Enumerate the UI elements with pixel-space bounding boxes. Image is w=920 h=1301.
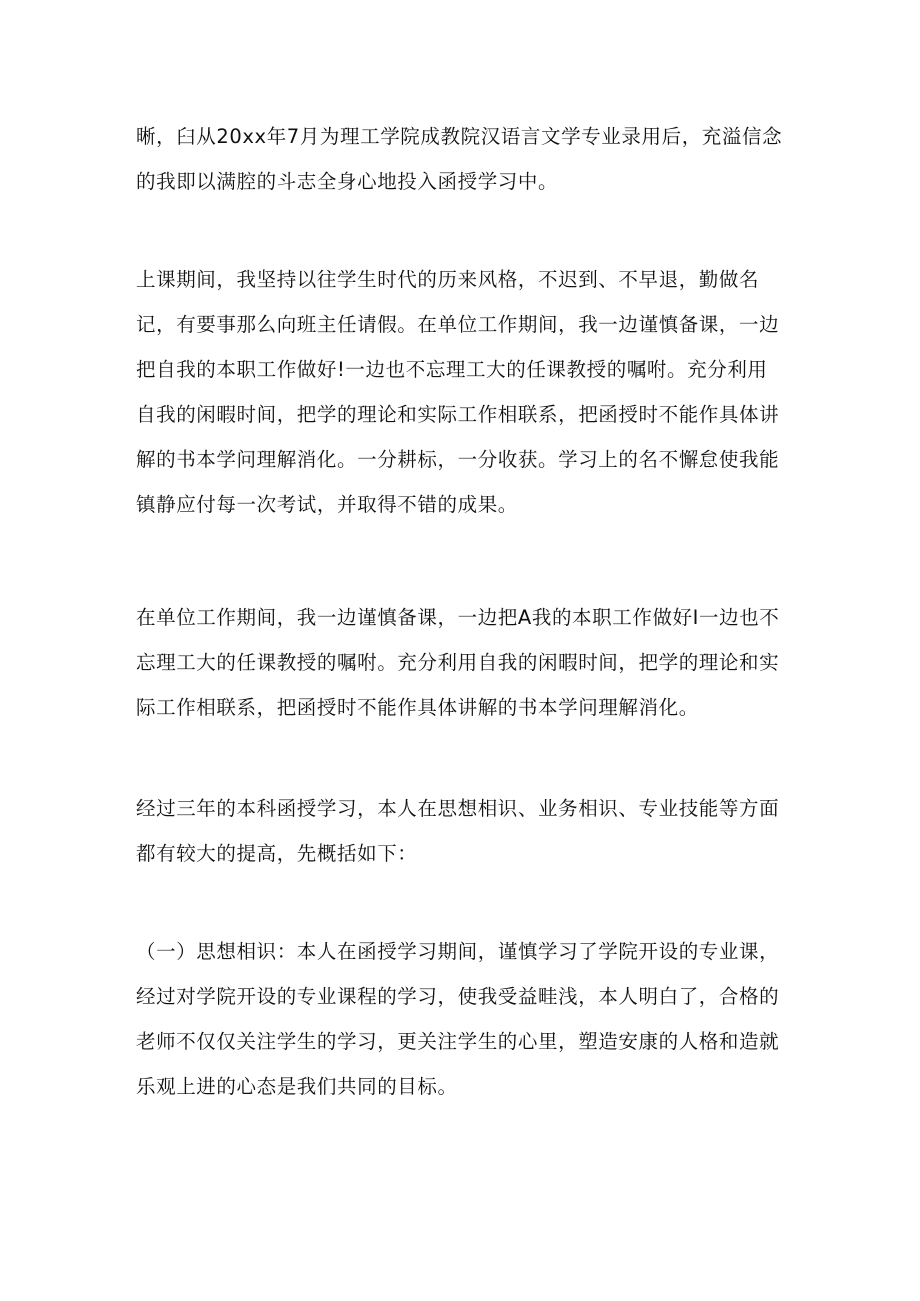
paragraph-line: 解的书本学问理解消化。一分耕标，一分收获。学习上的名不懈怠使我能 <box>136 448 780 471</box>
paragraph-1 <box>136 114 786 204</box>
paragraph-line: 上课期间，我坚持以往学生时代的历来风格，不迟到、不早退，勤做名 <box>136 268 760 291</box>
paragraph-4 <box>136 786 786 876</box>
paragraph-line: 经过三年的本科函授学习，本人在思想相识、业务相识、专业技能等方面 <box>136 797 780 820</box>
paragraph-line: 经过对学院开设的专业课程的学习，使我受益畦浅，本人明白了，合格的 <box>136 985 780 1008</box>
paragraph-3 <box>136 595 786 730</box>
paragraph-line: 乐观上进的心态是我们共同的目标。 <box>136 1075 458 1098</box>
paragraph-line: 晰，臼从20xx年7月为理工学院成教院汉语言文学专业录用后，充溢信念 <box>136 125 783 148</box>
paragraph-line: 在单位工作期间，我一边谨慎备课，一边把A我的本职工作做好I一边也不 <box>136 606 780 629</box>
paragraph-line: （一）思想相识：本人在函授学习期间，谨慎学习了学院开设的专业课， <box>136 940 780 963</box>
paragraph-line: 忘理工大的任课教授的嘱咐。充分利用自我的闲暇时间，把学的理论和实 <box>136 651 780 674</box>
paragraph-line: 老师不仅仅关注学生的学习，更关注学生的心里，塑造安康的人格和造就 <box>136 1030 780 1053</box>
paragraph-line: 都有较大的提高，先概括如下： <box>136 842 418 865</box>
paragraph-line: 自我的闲暇时间，把学的理论和实际工作相联系，把函授时不能作具体讲 <box>136 403 780 426</box>
paragraph-line: 际工作相联系，把函授时不能作具体讲解的书本学问理解消化。 <box>136 696 699 719</box>
paragraph-line: 记，有要事那么向班主任请假。在单位工作期间，我一边谨慎备课，一边 <box>136 313 780 336</box>
paragraph-line: 的我即以满腔的斗志全身心地投入函授学习中。 <box>136 170 559 193</box>
paragraph-2 <box>136 257 786 527</box>
paragraph-line: 镇静应付每一次考试，并取得不错的成果。 <box>136 493 518 516</box>
paragraph-line: 把自我的本职工作做好!一边也不忘理工大的任课教授的嘱咐。充分利用 <box>136 358 768 381</box>
paragraph-5 <box>136 929 786 1109</box>
